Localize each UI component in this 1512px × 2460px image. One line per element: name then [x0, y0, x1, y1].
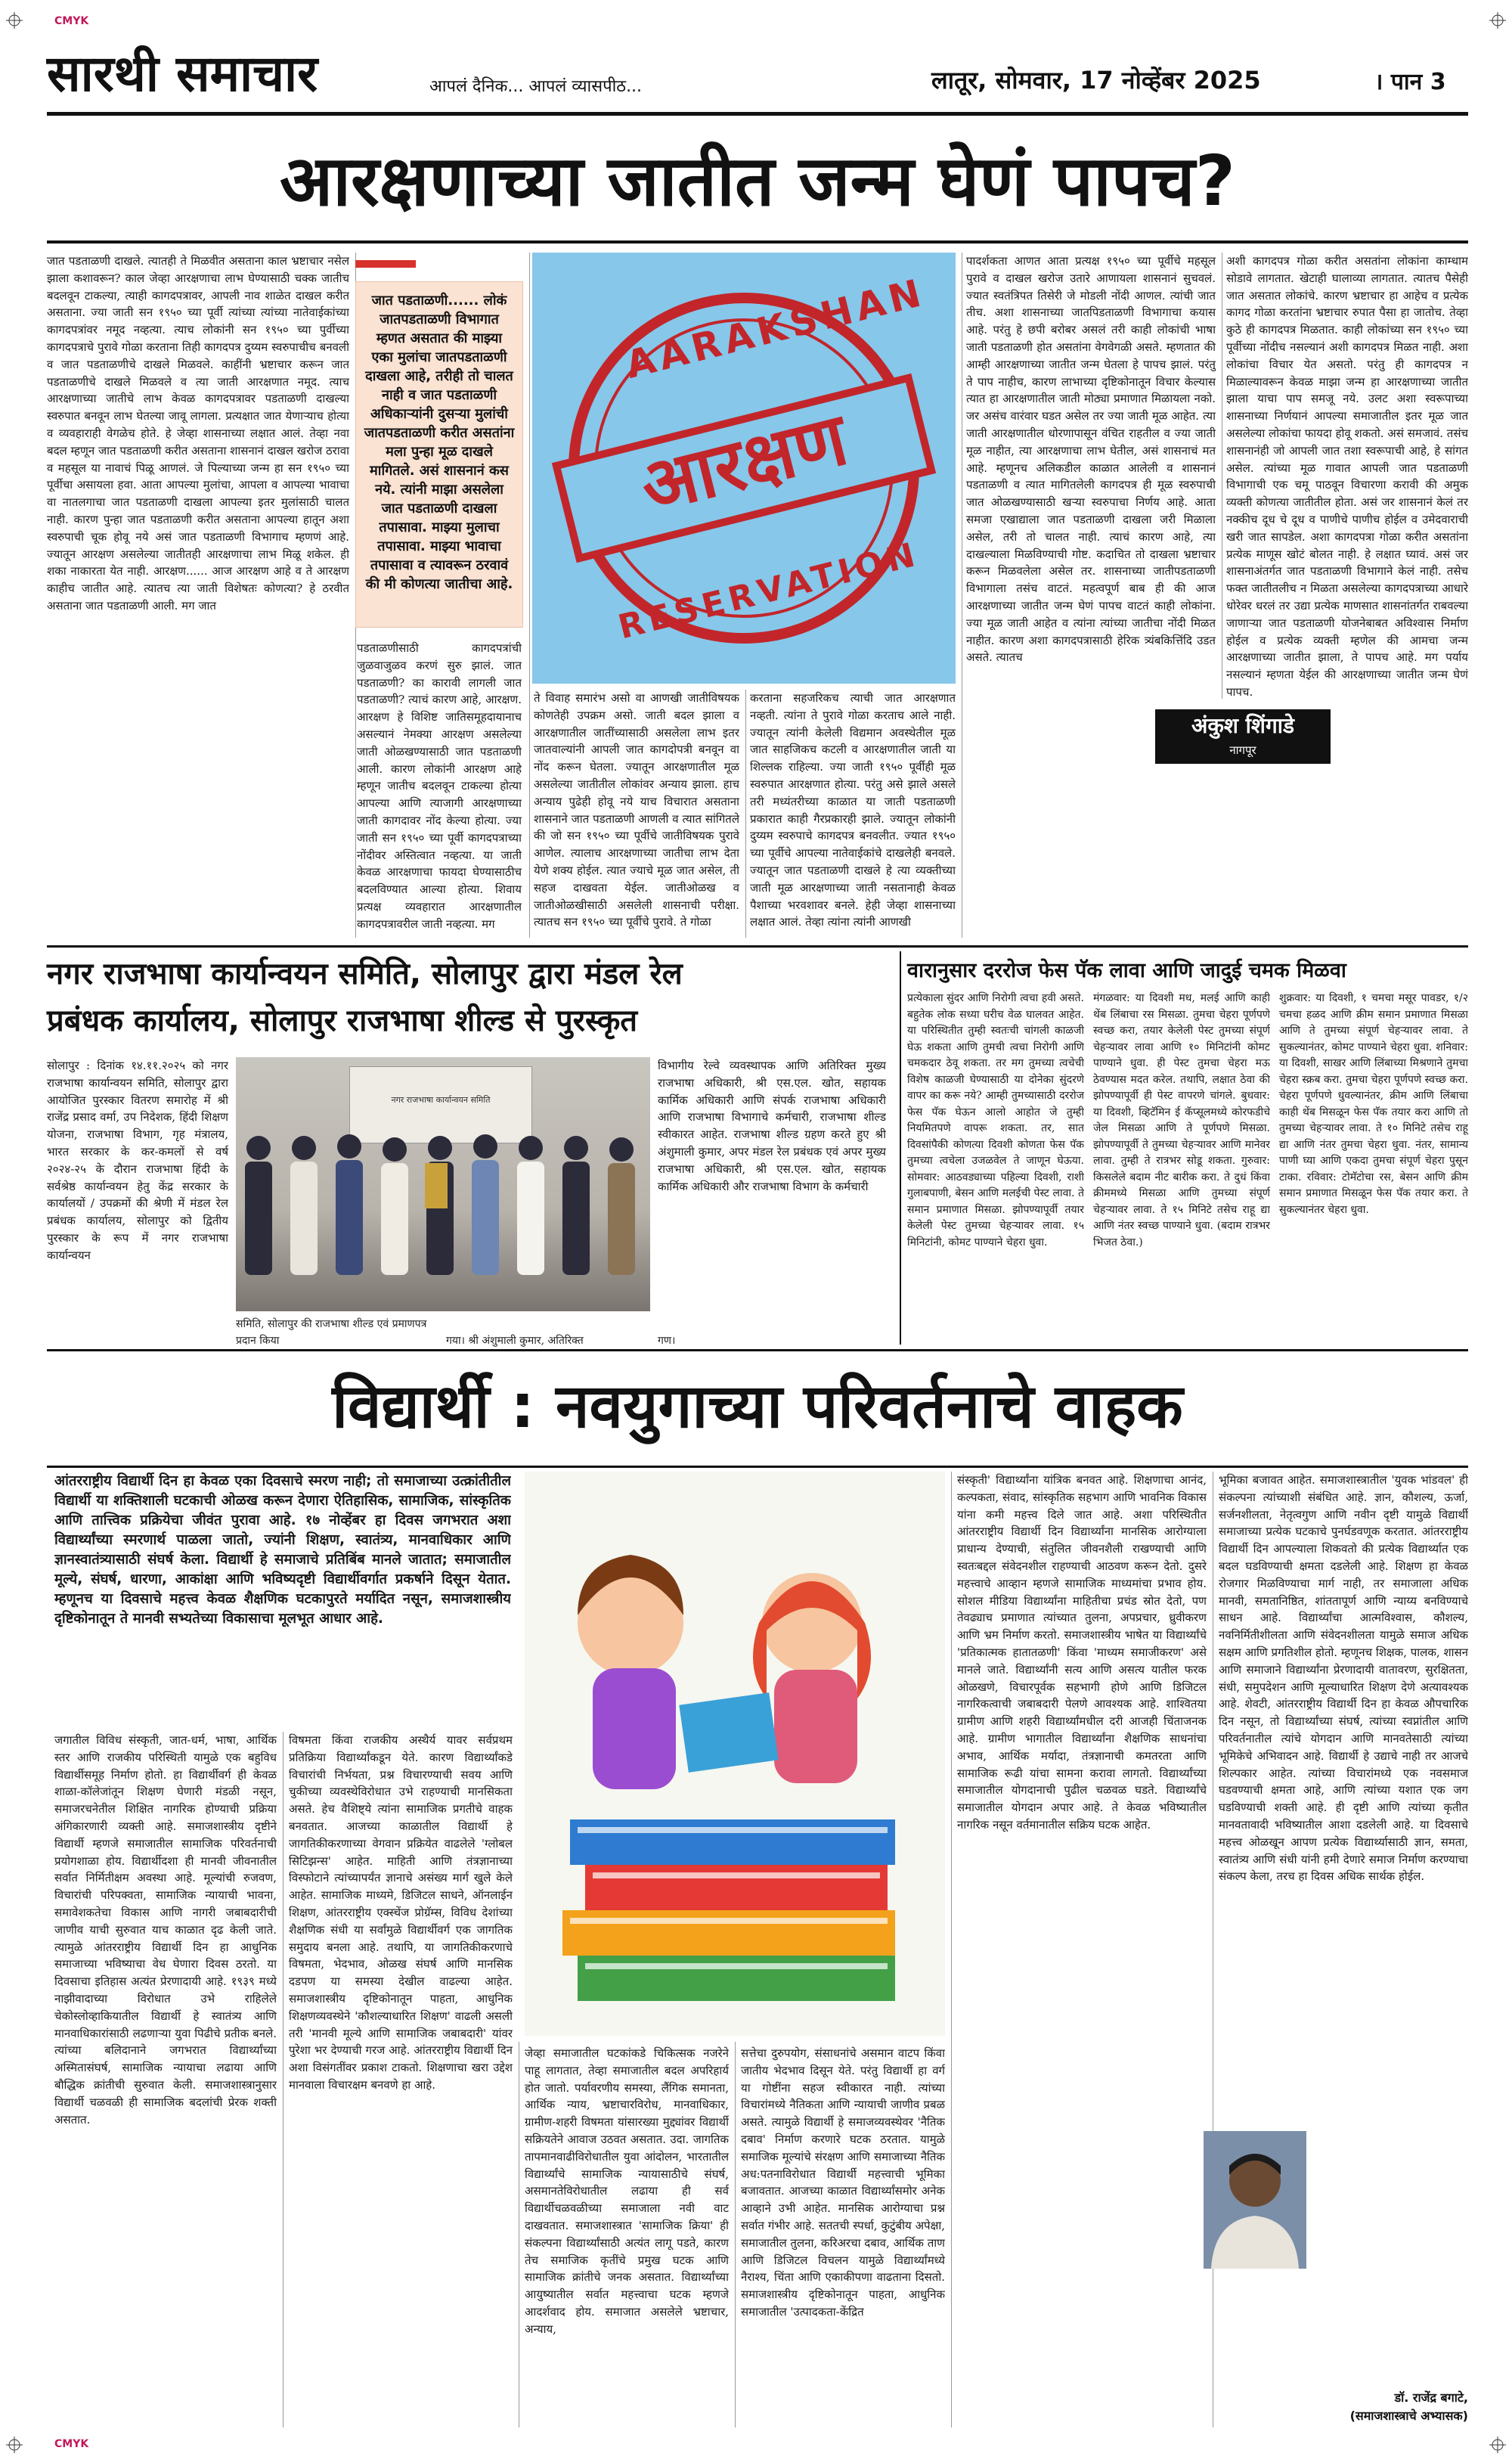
column-divider: [283, 1732, 284, 2427]
article2-column: विभागीय रेल्वे व्यवस्थापक आणि अतिरिक्त मुख्य राजभाषा अधिकारी, श्री एस.एल. खोत, सहायक कार्मिक अधिकारी आणि संपर्क राजभाषा अधिकारी आणि राजभाषा विभागाचे कर्मचारी, राजभाषा शील्ड स्वीकारत आहेत. राजभाषा शील्ड ग्रहण करते हुए श्री अंशुमाली कुमार, अपर मंडल रेल प्रबंधक एवं अपर मुख्य राजभाषा अधिकारी, श्री एस.एल. खोत, सहायक कार्मिक अधिकारी और राजभाषा विभाग के कर्मचारी: [658, 1059, 886, 1193]
article4-column: जेव्हा समाजातील घटकांकडे चिकित्सक नजरेने पाहू लागतात, तेव्हा समाजातील बदल अपरिहार्य होत जातो. पर्यावरणीय समस्या, लैंगिक समानता, आर्थिक न्याय, भ्रष्टाचारविरोध, मानवाधिकार, ग्रामीण-शहरी विषमता यांसारख्या मुद्द्यांवर विद्यार्थी सक्रियतेने आवाज उठवत असतात. उदा. जागतिक तापमानवाढीविरोधातील युवा आंदोलन, भारतातील विद्यार्थ्यांचे सामाजिक न्यायासाठीचे संघर्ष, असमानतेविरोधातील लढाया ही सर्व विद्यार्थीचळवळीच्या समाजाला नवी वाट दाखवतात. समाजशास्त्रात 'सामाजिक क्रिया' ही संकल्पना विद्यार्थ्यांसाठी अत्यंत लागू पडते, कारण तेच समाजिक कृतींचे प्रमुख घटक आणि सामाजिक क्रांतीचे जनक असतात. विद्यार्थ्यांच्या आयुष्यातील सर्वात महत्त्वाचा घटक म्हणजे आदर्शवाद होय. समाजात असलेले भ्रष्टाचार, अन्याय,: [525, 2046, 729, 2336]
article4-intro: आंतरराष्ट्रीय विद्यार्थी दिन हा केवळ एका दिवसाचे स्मरण नाही; तो समाजाच्या उत्क्रांतीतील विद्यार्थी या शक्तिशाली घटकाची ओळख करून देणारा ऐतिहासिक, सामाजिक, सांस्कृतिक आणि तात्त्विक प्रक्रियेचा जीवंत पुरावा आहे. १७ नोव्हेंबर हा दिवस जगभरात अशा विद्यार्थ्यांच्या स्मरणार्थ पाळला जातो, ज्यांनी शिक्षण, स्वातंत्र्य, मानवाधिकार आणि ज्ञानस्वातंत्र्यासाठी संघर्ष केला. विद्यार्थी हे समाजाचे प्रतिबिंब मानले जातात; समाजातील मूल्ये, संघर्ष, धारणा, आकांक्षा आणि भविष्यदृष्टी विद्यार्थीवर्गात प्रकर्षाने दिसून येतात. म्हणूनच या दिवसाचे महत्त्व केवळ शैक्षणिक घटकापुरते मर्यादित नसून, समाजशास्त्रीय दृष्टिकोनातून ते मानवी सभ्यतेच्या विकासाचा मूलभूत आधार आहे.: [54, 1473, 511, 1627]
column-divider: [745, 690, 746, 938]
cmyk-label: CMYK: [54, 15, 89, 27]
article3-column: शुक्रवार: या दिवशी, १ चमचा मसूर पावडर, १/२ चमचा हळद आणि क्रीम समान प्रमाणात मिसळा आणि ते तुमच्या संपूर्ण चेहऱ्यावर लावा. ते सुकल्यानंतर, कोमट पाण्याने चेहरा धुवा. शनिवार: या दिवशी, साखर आणि लिंबाच्या मिश्रणाने तुमचा चेहरा स्क्रब करा. तुमचा चेहरा पूर्णपणे स्वच्छ करा. चेहरा पूर्णपणे धुवल्यानंतर, क्रीम आणि लिंबाचा काही थेंब मिसळून फेस पॅक तयार करा आणि तो तुमच्या चेहऱ्यावर लावा. ते १० मिनिटे तसेच राहू द्या आणि नंतर तुमचा चेहरा धुवा. नंतर, सामान्य पाणी घ्या आणि एकदा तुमचा संपूर्ण चेहरा पुसून टाका. रविवार: टोमॅटोचा रस, बेसन आणि क्रीम समान प्रमाणात मिसळून फेस पॅक तयार करा. ते सुकल्यानंतर चेहरा धुवा.: [1279, 992, 1468, 1216]
photo-caption: समिति, सोलापुर की राजभाषा शील्ड एवं प्रमाणपत्र प्रदान किया: [236, 1318, 427, 1347]
article1-headline-rule: [47, 240, 1468, 244]
masthead-dateline: लातूर, सोमवार, 17 नोव्हेंबर 2025: [931, 66, 1261, 95]
pullquote-accent-bar: [355, 260, 416, 268]
column-divider: [951, 1472, 952, 2427]
column-divider: [735, 2042, 736, 2427]
masthead-page: । पान 3: [1374, 69, 1446, 95]
article4-column: सत्तेचा दुरुपयोग, संसाधनांचे असमान वाटप किंवा जातीय भेदभाव दिसून येते. परंतु विद्यार्थी हा वर्ग या गोष्टींना सहज स्वीकारत नाही. त्यांच्या विचारांमध्ये नैतिकता आणि न्यायाची जाणीव प्रबळ असते. त्यामुळे विद्यार्थी हे समाजव्यवस्थेवर 'नैतिक दबाव' निर्माण करणारे घटक ठरतात. यामुळे समाजिक मूल्यांचे संरक्षण आणि समाजाच्या नैतिक अध:पतनाविरोधात विद्यार्थी महत्त्वाची भूमिका बजावतात. आजच्या काळात विद्यार्थ्यांसमोर अनेक आव्हाने उभी आहेत. मानसिक आरोग्याचा प्रश्न सर्वात गंभीर आहे. सततची स्पर्धा, कुटुंबीय अपेक्षा, समाजातील तुलना, करिअरचा दबाव, आर्थिक ताण आणि डिजिटल विचलन यामुळे विद्यार्थ्यांमध्ये नैराश्य, चिंता आणि एकाकीपणा वाढताना दिसतो. समाजशास्त्रीय दृष्टिकोनातून पाहता, आधुनिक समाजातील 'उत्पादकता-केंद्रित: [741, 2046, 945, 2319]
article1-pullquote: जात पडताळणी...... लोकं जातपडताळणी विभागात म्हणत असतात की माझ्या एका मुलांचा जातपडताळणी दाखला आहे, तरीही तो चालत नाही व जात पडताळणी अधिकाऱ्यांनी दुसऱ्या मुलांची जातपडताळणी करीत असतांना मला पुन्हा मूळ दाखले मागितले. असं शासनानं कस नये. त्यांनी माझा असलेला जात पडताळणी दाखला तपासावा. माझ्या मुलाचा तपासावा. माझ्या भावाचा तपासावा व त्यावरून ठरवावं की मी कोणत्या जातीचा आहे.: [355, 281, 523, 628]
reading-children-icon: [525, 1472, 945, 2036]
article4-author-role: (समाजशास्त्राचे अभ्यासक): [1349, 2409, 1468, 2423]
registration-mark-icon: [6, 2437, 23, 2453]
article1-column: पडताळणीसाठी कागदपत्रांची जुळवाजुळव करणं सुरु झालं. जात पडताळणी? का कारावी लागली जात पडताळणी? त्याचं कारण आहे, आरक्षण. आरक्षण हे विशिष्ट जातिसमूहदायानाच असल्यानं नेमक्या आरक्षण असलेल्या जाती ओळखण्यासाठी जात पडताळणी आली. कारण लोकांनी आरक्षण आहे म्हणून जातीच बदलवून टाकल्या होत्या आपल्या आणि त्याजागी आरक्षणाच्या जाती कागदावर नोंद केल्या होत्या. ज्या जाती सन १९५० च्या पूर्वी कागदपत्राच्या नोंदीवर अस्तित्वात नव्हत्या. या जाती केवळ आरक्षणाचा फायदा घेण्यासाठीच बदलविण्यात आल्या होत्या. शिवाय प्रत्यक्ष व्यवहारात आरक्षणातील कागदपत्रावरील जाती नव्हत्या. मग: [357, 641, 522, 931]
article4-column: संस्कृती' विद्यार्थ्यांना यांत्रिक बनवत आहे. शिक्षणाचा आनंद, कल्पकता, संवाद, सांस्कृतिक सहभाग आणि भावनिक विकास यांना कमी महत्त्व दिले जात आहे. अशा परिस्थितीत आंतरराष्ट्रीय विद्यार्थी दिन विद्यार्थ्यांना मानसिक आरोग्याला प्राधान्य देण्याची, संतुलित जीवनशैली राखण्याची आणि स्वतःबद्दल संवेदनशील राहण्याची आठवण करून देतो. दुसरे महत्त्वाचे आव्हान म्हणजे सामाजिक माध्यमांचा प्रभाव होय. सोशल मीडिया विद्यार्थ्यांना माहितीचा प्रचंड स्रोत देतो, पण तेवढ्याच प्रमाणात त्यांच्यात तुलना, अपप्रचार, ध्रुवीकरण आणि भ्रम निर्माण करतो. समाजशास्त्रीय भाषेत या विद्यार्थ्यांचे 'प्रतिकात्मक हातातळणी' किंवा 'माध्यम समाजीकरण' असे मानले जाते. विद्यार्थ्यांनी सत्य आणि असत्य यातील फरक ओळखणे, विचारपूर्वक सहभागी होणे आणि डिजिटल नागरिकत्वाची जबाबदारी पेलणे आवश्यक आहे. शाश्वितया ग्रामीण आणि शहरी विद्यार्थ्यांमधील दरी आजही चिंताजनक आहे. ग्रामीण भागातील विद्यार्थ्यांना शैक्षणिक साधनांचा अभाव, आर्थिक मर्यादा, तंत्रज्ञानाची कमतरता आणि सामाजिक रूढी यांचा सामना करावा लागतो. विद्यार्थ्यांच्या समाजातील योगदानाची पुढील चळवळ घडते. विद्यार्थ्यांचे समाजातील योगदान अपार आहे. ते केवळ भविष्यातील नागरिक नसून वर्तमानातील सक्रिय घटक आहेत.: [957, 1473, 1207, 1832]
masthead-name: सारथी समाचार: [47, 45, 318, 103]
stamp-bottom-text: RESERVATION: [614, 535, 923, 647]
section-rule: [47, 1349, 1468, 1351]
section-rule: [47, 945, 1468, 948]
stamp-main-text: आरक्षण: [632, 396, 856, 529]
author-name: अंकुश शिंगाडे: [1191, 713, 1294, 738]
award-ceremony-photo: [236, 1057, 650, 1311]
registration-mark-icon: [6, 12, 23, 29]
reservation-stamp-image: [532, 253, 956, 684]
cmyk-label-bottom: CMYK: [54, 2438, 89, 2450]
masthead-tagline: आपलं दैनिक... आपलं व्यासपीठ...: [429, 77, 643, 96]
article4-column: जगातील विविध संस्कृती, जात-धर्म, भाषा, आर्थिक स्तर आणि राजकीय परिस्थिती यामुळे एक बहुविध विद्यार्थीसमूह निर्माण होतो. हा विद्यार्थीवर्ग ही केवळ शाळा-कॉलेजांतून शिक्षण घेणारी मंडळी नसून, समाजरचनेतील शिक्षित नागरिक होण्याची प्रक्रिया अंगिकारणारी व्यक्ती आहे. समाजशास्त्रीय दृष्टीने विद्यार्थी म्हणजे समाजातील सामाजिक परिवर्तनाची प्रयोगशाळा होय. विद्यार्थीदशा ही मानवी जीवनातील सर्वात निर्मितीक्षम अवस्था आहे. मूल्यांची रुजवण, विचारांची परिपक्वता, सामाजिक न्यायाची भावना, समावेशकतेचा विकास आणि नागरी जबाबदारीची जाणीव याची सुरुवात याच काळात दृढ केली जाते. त्यामुळे आंतरराष्ट्रीय विद्यार्थी दिन हा आधुनिक समाजाच्या भविष्याचा वेध घेणारा दिवस ठरतो. या दिवसाचा इतिहास अत्यंत प्रेरणादायी आहे. १९३९ मध्ये नाझीवादाच्या विरोधात उभे राहिलेले चेकोस्लोव्हाकियातील विद्यार्थी हे स्वातंत्र्य आणि मानवाधिकारांसाठी लढणाऱ्या युवा पिढीचे प्रतीक बनले. त्यांच्या बलिदानाने जगभरात विद्यार्थ्यांच्या अस्मितासंघर्ष, सामाजिक न्यायाचा लढाया आणि बौद्धिक क्रांतीची सुरुवात केली. समाजशास्त्रानुसार विद्यार्थी चळवळी ही सामाजिक बदलांची प्रेरक शक्ती असतात.: [54, 1733, 277, 2127]
article1-headline: आरक्षणाच्या जातीत जन्म घेणं पापच?: [279, 141, 1236, 222]
article1-column: अशी कागदपत्र गोळा करीत असतांना लोकांना काम्धाम सोडावे लागतात. खेटाही घालाव्या लागतात. त्यातच पैसेही जात असतात लोकांचे. कारण भ्रष्टाचार हा आहेच व प्रत्येक कागद गोळा करतांना भ्रष्टाचार रुपात पैसा हा जातोच. तेव्हा कुठे ही कागदपत्र मिळतात. काही लोकांच्या सन १९५० च्या पूर्वीच्या नोंदीच नसल्यानं अशी कागदपत्र मिळत नाही. अशा लोकांचा विचार येत असतो. परंतु ही कागदपत्र न मिळाल्यावरून केवळ माझा जन्म हा आरक्षणाच्या जातीत झाला याचा पाप समजू नये. उलट अशा स्वरूपाच्या शासनाच्या निर्णयानं आपल्या समाजातील इतर मूळ जात असलेल्या लोकांचा फायदा होवू शकतो. असं समजावं. तसंच शासनानंही जो आपली जात तशा स्वरूपाची आहे, हे सांगत असेल. त्यांच्या मूळ गावात आपली जात पडताळणी विभागाची एक चमू पाठवून विचारणा करावी की अमुक व्यक्ती कोणत्या जातीतील होता. असं जर शासनानं केलं तर नक्कीच दूध चे दूध व पाणीचे पाणीच होईल व उमेदवाराची खरी जात सापडेल. अशा कागदपत्रा गोळा करीत असतांना प्रत्येक माणूस खोटं बोलत नाही. हे लक्षात घ्यावं. असं जर शासनाअंतर्गत जात पडताळणी विभागाने केलं नाही. तसेच फक्त जातीतलीच न मिळता असलेल्या कागदपत्राच्या आधारे धोरेवर धरलं तर उद्या प्रत्येक माणसात शासनांतर्गत राबवल्या जाणाऱ्या जात पडताळणी योजनेबाबत अविश्वास निर्माण होईल व प्रत्येक व्यक्ती म्हणेल की आमचा जन्म आरक्षणाच्या जातीत झाला, ते पापच आहे. मग पर्याय नसल्यानं म्हणता येईल की आरक्षणाच्या जातीत जन्म घेणं पापच.: [1226, 254, 1468, 699]
people-group-icon: [236, 1057, 650, 1311]
article4-column: भूमिका बजावत आहेत. समाजशास्त्रातील 'युवक भांडवल' ही संकल्पना त्यांच्याशी संबंधित आहे. ज्ञान, कौशल्य, ऊर्जा, सर्जनशीलता, नेतृत्वगुण आणि नवीन दृष्टी यामुळे विद्यार्थी समाजाच्या प्रत्येक घटकाचे पुनर्घडवणूक करतात. आंतरराष्ट्रीय विद्यार्थी दिन आपल्याला शिकवतो की प्रत्येक विद्यार्थ्यात एक बदल घडविण्याची क्षमता दडलेली आहे. शिक्षण हा केवळ रोजगार मिळविण्याचा मार्ग नाही, तर समाजाला अधिक मानवी, समतानिष्ठित, शांततापूर्ण आणि न्याय्य बनविण्याचे साधन आहे. विद्यार्थ्यांचा आत्मविश्वास, कौशल्य, नवनिर्मितीशीलता आणि संवेदनशीलता यामुळे समाज अधिक सक्षम आणि प्रगतिशील होतो. म्हणूनच शिक्षक, पालक, शासन आणि समाजाने विद्यार्थ्यांना प्रेरणादायी वातावरण, सुरक्षितता, संधी, समुपदेशन आणि मूल्याधारित शिक्षण देणे अत्यावश्यक आहे. शेवटी, आंतरराष्ट्रीय विद्यार्थी दिन हा केवळ औपचारिक दिन नसून, तो विद्यार्थ्यांच्या संघर्ष, त्यांच्या स्वप्नांतील आणि परिवर्तनातील त्यांचे योगदान आणि मानवतेसाठी त्यांच्या भूमिकेचे अभिवादन आहे. विद्यार्थी हे उद्याचे नाही तर आजचे शिल्पकार आहेत. त्यांच्या विचारांमध्ये एक नवसमाज घडवण्याची क्षमता आहे, आणि त्यांच्या यशात एक जग घडविण्याची शक्ती आहे. ही दृष्टी आणि त्यांच्या कृतीत मानवतावादी भविष्यातील आशा दडलेली आहे. या दिवसाचे महत्त्व ओळखून आपण प्रत्येक विद्यार्थ्यासाठी ज्ञान, समता, स्वातंत्र्य आणि संधी यांनी हमी देणारे समाज निर्माण करण्याचा संकल्प केला, तरच हा दिवस अधिक सार्थक होईल.: [1219, 1473, 1468, 1884]
article1-column: जात पडताळणी दाखले. त्यातही ते मिळवीत असताना काल भ्रष्टाचार नसेल झाला कशावरून? काल जेव्हा आरक्षणाचा लाभ घेण्यासाठी चक्क जातीच बदलवून टाकल्या, त्याही कागदपत्रावर, आपली नाव शाळेत दाखल करीत असताना. ज्या जाती सन १९५० च्या पूर्वी त्यांच्या त्यांच्या नातेवाईकांच्या कागदपत्रांवर नमूद नव्हत्या. त्याच लोकांनी सन १९५० च्या पुर्वीच्या कागदपत्राचे पुरावे गोळा करताना तिही कागदपत्र दुय्यम स्वरुपाचीच बनवली व जात पडताळणीचे दाखले मिळवले. काहींनी भ्रष्टाचार करून जात पडताळणीचे दाखले मिळवले व त्या जाती आरक्षणात नमूद. त्याच आरक्षणाच्या जातीचे लाभ केवळ कागदपत्रावर पडताळणी दाखल्या स्वरुपात बनवून लाभ घेतल्या जावू लागला. प्रत्यक्षात जात येणाऱ्याच होत्या व व्यवहाराही वेगळेच होते. हे जेव्हा शासनाच्या लक्षात आलं. तेव्हा नवा बदल म्हणून जात पडताळणी करीत असताना शासनानं दाखल खरोज ठरावा व महसूल या नावाचं पिळू आणलं. जे पिल्याच्या जन्म हा सन १९५० च्या पूर्वीचा असायला हवा. आता आपल्या मुलांचा, आपला व आपल्या भावाचा वा नातलगाचा जात पडताळणी दाखला आपल्या इतर मुलांसाठी चालत नाही. कारण पुन्हा जात पडताळणी करीत असताना आपल्या हातून अशा स्वरुपाची चूक होवू नये असं जात पडताळणी विभागाच म्हणणं आहे. ज्यातून आरक्षण असलेल्या जातीतही आरक्षणाचा लाभ मिळू शकेल. ही शका नाकारता येत नाही. आरक्षण...... आज आरक्षण आहे व ते आरक्षण काहीच जातीत आहे. त्यातच त्या जाती विशेषतः कोणत्या? हे ठरवीत असताना जात पडताळणी आली. मग जात: [47, 254, 349, 613]
photo-caption-end: गण।: [658, 1335, 676, 1347]
article1-column: करताना सहजरिकच त्याची जात आरक्षणात नव्हती. त्यांना ते पुरावे गोळा करताच आले नाही. ज्यातून त्यांनी केलेली विद्यमान अवस्थेतील मूळ जात साहजिकच कटली व आरक्षणातील जाती या शिल्लक राहिल्या. ज्या जाती १९५० पूर्वीही मूळ स्वरुपात आरक्षणात होत्या. परंतु असे झाले असले तरी मध्यंतरीच्या काळात या जाती पडताळणी प्रकारात काही गैरप्रकारही झाले. ज्यातून लोकांनी दुय्यम स्वरुपाचे कागदपत्र बनवलीत. ज्यात १९५० च्या पूर्वीचे आपल्या नातेवाईकांचे दाखलेही बनवले. ज्यातून जात पडताळणी दाखले हे त्या व्यक्तीच्या जाती मूळ आरक्षणाच्या जाती नसतानाही केवळ पैशाच्या भरवशावर बनले. हेही जेव्हा शासनाच्या लक्षात आलं. तेव्हा त्यांना त्यांनी आणखी: [750, 691, 956, 929]
students-reading-illustration: [525, 1472, 945, 2036]
column-divider: [529, 253, 530, 938]
article3-column: प्रत्येकाला सुंदर आणि निरोगी त्वचा हवी असते. बहुतेक लोक सध्या घरीच वेळ घालवत आहेत. या परिस्थितीत तुम्ही स्वतःची चांगली काळजी घेऊ शकता आणि तुमची त्वचा निरोगी आणि चमकदार ठेवू शकता. तर मग तुमच्या त्वचेची विशेष काळजी घेण्यासाठी या दोनेका सुंदरणे वापर का करू नये? आम्ही तुमच्यासाठी दररोज फेस पॅक घेऊन आलो आहोत जे तुम्ही नियमितपणे वापरू शकता. तर, सात दिवसांपैकी कोणत्या दिवशी कोणता फेस पॅक तुमच्या त्वचेला उजळवेल ते जाणून घेऊया. सोमवार: आठवड्याच्या पहिल्या दिवशी, राशी गुलाबपाणी, बेसन आणि मलईची पेस्ट लावा. ते समान प्रमाणात मिसळा. झोपण्यापूर्वी तयार केलेली पेस्ट तुमच्या चेहऱ्यावर लावा. १५ मिनिटांनी, कोमट पाण्याने चेहरा धुवा.: [907, 992, 1084, 1249]
award-banner-text: नगर राजभाषा कार्यान्वयन समिति: [391, 1095, 491, 1105]
masthead-rule: [47, 112, 1468, 116]
article1-column: ते विवाह समारंभ असो वा आणखी जातीविषयक कोणतेही उपक्रम असो. जाती बदल झाला व आरक्षणातील जातींच्यासाठी असलेला लाभ इतर जातवाल्यांनी आपली जात कागदोपत्री बनवून वा नोंद करून घेतला. ज्यातून आरक्षणातील मूळ असलेल्या जातीतील लोकांवर अन्याय झाला. हाच अन्याय पुढेही होवू नये याच विचारात असताना शासनाने जात पडताळणी आणली व त्यात सांगितले की जो सन १९५० च्या पूर्वीचे जातीविषयक पुरावे आणेल. त्यालाच आरक्षणाच्या जातीचा लाभ देता येणे शक्य होईल. त्यात ज्याचे मूळ जात असेल, ती सहज दाखवता येईल. जातीओळख व जातीओळखीसाठी असलेली शासनाची परीक्षा. त्यातच सन १९५० च्या पूर्वीचे पुरावे. ते गोळा: [534, 691, 739, 929]
registration-mark-icon: [1489, 12, 1506, 29]
article2-headline-line2: प्रबंधक कार्यालय, सोलापुर राजभाषा शील्ड से पुरस्कृत: [47, 1004, 638, 1038]
author-place: नागपूर: [1229, 743, 1256, 757]
article4-column: विषमता किंवा राजकीय अस्थैर्य यावर सर्वप्रथम प्रतिक्रिया विद्यार्थ्यांकडून येते. कारण विद्यार्थ्यांकडे विचारांची निर्भयता, प्रश्न विचारण्याची सवय आणि चुकीच्या व्यवस्थेविरोधात उभे राहण्याची मानसिकता असते. हेच वैशिष्ट्ये त्यांना सामाजिक प्रगतीचे वाहक बनवतात. आजच्या काळातील विद्यार्थी हे जागतिकीकरणाच्या वेगवान प्रक्रियेत वाढलेले 'ग्लोबल सिटिझन्स' आहेत. माहिती आणि तंत्रज्ञानाच्या विस्फोटाने त्यांच्यापर्यंत ज्ञानाचे असंख्य मार्ग खुले केले आहेत. सामाजिक माध्यमे, डिजिटल साधने, ऑनलाईन शिक्षण, आंतरराष्ट्रीय एक्स्चेंज प्रोग्रॅम्स, विविध देशांच्या शैक्षणिक संधी या सर्वांमुळे विद्यार्थीवर्ग एक जागतिक समुदाय बनला आहे. तथापि, या जागतिकीकरणाचे विषमता, भेदभाव, ओळख संघर्ष आणि मानसिक दडपण या समस्या देखील वाढल्या आहेत. समाजशास्त्रीय दृष्टिकोनातून पाहता, आधुनिक शिक्षणव्यवस्थेने 'कौशल्याधारित शिक्षण' वाढली असली तरी 'मानवी मूल्ये आणि सामाजिक जबाबदारी' यांवर पुरेशा भर देण्याची गरज आहे. आंतरराष्ट्रीय विद्यार्थी दिन अशा विसंगतींवर प्रकाश टाकतो. शिक्षणाचा खरा उद्देश मानवाला विचारक्षम बनवणे हा आहे.: [289, 1733, 513, 2092]
article2-headline-line1: नगर राजभाषा कार्यान्वयन समिति, सोलापुर द्वारा मंडल रेल: [47, 957, 683, 991]
stamp-top-text: AARAKSHAN: [621, 270, 930, 387]
registration-mark-icon: [1489, 2437, 1506, 2453]
article2-column: सोलापुर : दिनांक १४.११.२०२५ को नगर राजभाषा कार्यान्वयन समिति, सोलापुर द्वारा आयोजित पुरस्कार वितरण समारोह में श्री राजेंद्र प्रसाद वर्मा, उप निदेशक, हिंदी शिक्षण योजना, राजभाषा विभाग, गृह मंत्रालय, भारत सरकार के कर-कमलों से वर्ष २०२४-२५ के दौरान राजभाषा हिंदी के सर्वश्रेष्ठ कार्यान्वयन हेतु केंद्र सरकार के कार्यालयों / उपक्रमों की श्रेणी में मंडल रेल प्रबंधक कार्यालय, सोलापुर को द्वितीय पुरस्कार के रूप में नगर राजभाषा कार्यान्वयन: [47, 1059, 228, 1262]
article3-column: मंगळवार: या दिवशी मध, मलई आणि काही थेंब लिंबाचा रस मिसळा. तुमचा चेहरा पूर्णपणे स्वच्छ करा, तयार केलेली पेस्ट तुमच्या संपूर्ण चेहऱ्यावर लावा आणि १० मिनिटांनी कोमट पाण्याने धुवा. ही पेस्ट तुमचा चेहरा मऊ ठेवण्यास मदत करेल. तथापि, लक्षात ठेवा की झोपण्यापूर्वी ही पेस्ट वापरणे चांगले. बुधवार: या दिवशी, व्हिटॅमिन ई कॅप्सूलमध्ये कोरफडीचे जेल मिसळा आणि ते पूर्णपणे मिसळा. झोपण्यापूर्वी ते तुमच्या चेहऱ्यावर आणि मानेवर लावा. तुम्ही ते रात्रभर सोडू शकता. गुरुवार: किसलेले बदाम नीट बारीक करा. ते दुधं किंवा क्रीममध्ये मिसळा आणि तुमच्या संपूर्ण चेहऱ्यावर लावा. ते १५ मिनिटे तसेच राहू द्या आणि नंतर स्वच्छ पाण्याने धुवा. (बदाम रात्रभर भिजत ठेवा.): [1093, 992, 1270, 1249]
column-divider: [900, 951, 901, 1345]
article4-headline: विद्यार्थी : नवयुगाच्या परिवर्तनाचे वाहक: [332, 1371, 1183, 1441]
article4-headline-rule: [47, 1466, 1468, 1468]
article1-column: पादर्शकता आणत आता प्रत्यक्ष १९५० च्या पूर्वीचे महसूल पुरावे व दाखल खरोज उतारे आणायला शासनानं सुचवलं. ज्यात स्वतंत्रिपत तिसेरी जे मोडली नोंदी आणल. त्यांची जात तीच. अशा शासनाच्या जातपिडताळणी विभागाचा कयास आहे. परंतु हे छपी बरोबर असलं तरी काही लोकांची भाषा जाती पडताळणी होत असतांना वेगवेगळी असते. म्हणतात की आम्ही आरक्षणाच्या जातीत जन्म घेतला हे पापच झालं. परंतु ते पाप नाहीच, कारण लाभाच्या दृष्टिकोनातून विचार केल्यास त्यात हा आरक्षणातील जाती मोठ्या प्रमाणात मिळायला नको. जर असंच वारंवार घडत असेल तर ज्या जाती मूळ आहेत. त्या जाती आरक्षणातील धोरणापासून वंचित राहतील व ज्या जाती मूळ नाहीत, त्या आरक्षणाचा लाभ घेतील, असं शासनाचं मत आहे. म्हणूनच अलिकडील काळात आलेली व शासनानं पडताळणी व त्यात मागितलेली कागदपत्र ही मूळ स्वरुपाची जात ओळखण्यासाठी खऱ्या स्वरुपाचा निर्णय आहे. आता समजा एखाद्याला जात पडताळणी दाखला जरी मिळाला असेल, तरी तो चालत नाही. त्याचं कारण आहे, त्या दाखल्याला मिळविण्याची गोष्ट. कदाचित तो दाखला भ्रष्टाचार करून मिळवलेला असेल तर. शासनाच्या जातीपडताळणी विभागाला तसंच वाटतं. महत्वपूर्ण बाब ही की आज आरक्षणाच्या जातीत जन्म घेणं पापच वाटतं काही लोकांना. ज्या मूळ जाती आहेत व त्यांना त्यांच्या जातीचा नोंदी मिळत नाहीत. कारण अशा कागदपत्रासाठी हेरिक त्र्यंबकित्तिंदि उडत असते. त्यातच: [966, 254, 1216, 665]
article4-author: डॉ. राजेंद्र बगाटे,: [1394, 2390, 1468, 2405]
photo-caption: गया। श्री अंशुमाली कुमार, अतिरिक्त: [446, 1335, 584, 1347]
article3-headline: वारानुसार दररोज फेस पॅक लावा आणि जादुई चमक मिळवा: [907, 959, 1346, 982]
